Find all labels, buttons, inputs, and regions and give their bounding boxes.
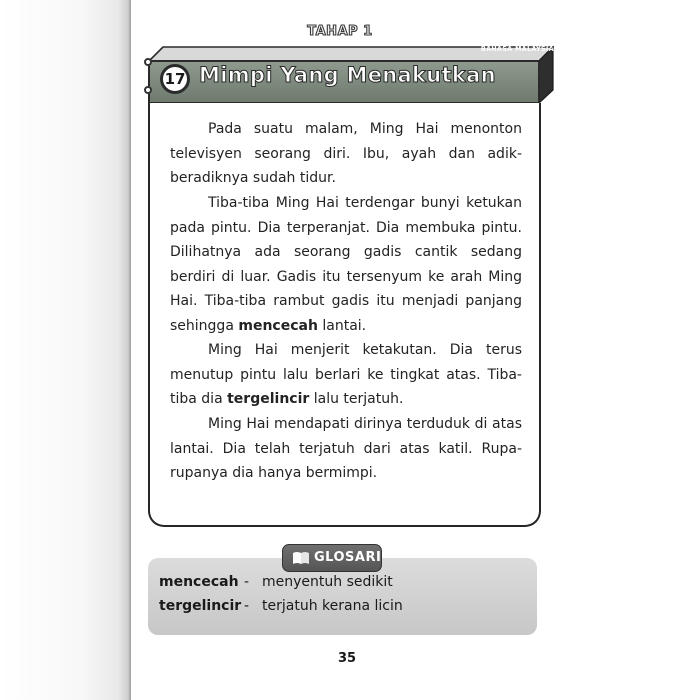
story-number-badge <box>160 64 190 94</box>
glossary-definition: menyentuh sedikit <box>262 574 393 590</box>
story-paragraph <box>170 412 522 486</box>
paragraph-text: Ming Hai menjerit ketakutan. Dia terus menutup pintu lalu berlari ke tingkat atas. Tiba-tiba dia <box>170 342 522 407</box>
glossary-definition: terjatuh kerana licin <box>262 598 403 614</box>
book-icon <box>292 551 310 565</box>
page-number: 35 <box>337 651 357 666</box>
story-title: Mimpi Yang Menakutkan <box>199 63 496 87</box>
glossary-title: GLOSARI <box>314 550 382 565</box>
glossary-dash: - <box>244 574 250 590</box>
story-box <box>148 103 541 527</box>
keyword: tergelincir <box>227 391 310 407</box>
paragraph-text: Tiba-tiba Ming Hai terdengar bunyi ketukan pada pintu. Dia terperanjat. Dia membuka pintu. Dilihatnya ada seorang gadis cantik sedang berdiri di luar. Gadis itu tersenyum ke arah Ming Hai. Tiba-tiba rambut gadis itu menjadi panjang sehingga <box>170 195 522 334</box>
glossary-term: tergelincir <box>159 598 242 614</box>
story-paragraph <box>170 191 522 338</box>
glossary-dash: - <box>244 598 250 614</box>
story-paragraph <box>170 338 522 412</box>
story-paragraph <box>170 117 522 191</box>
book-binding <box>0 0 131 700</box>
binder-ring-icon <box>144 58 152 66</box>
keyword: mencecah <box>238 317 318 334</box>
level-label: TAHAP 1 <box>307 24 373 39</box>
paragraph-text: Ming Hai mendapati dirinya terduduk di atas lantai. Dia telah terjatuh dari atas katil. Rupa-rupanya dia hanya bermimpi. <box>170 416 522 481</box>
glossary-term: mencecah <box>159 574 239 590</box>
paragraph-text: lalu terjatuh. <box>309 391 404 407</box>
paragraph-text: lantai. <box>317 317 367 334</box>
subject-label: BAHASA MALAYSIA <box>480 45 554 53</box>
binder-ring-icon <box>144 86 152 94</box>
paragraph-text: Pada suatu malam, Ming Hai menonton televisyen seorang diri. Ibu, ayah dan adik-beradiknya sudah tidur. <box>170 121 522 186</box>
story-number: 17 <box>164 70 186 88</box>
banner-side-face <box>538 46 554 104</box>
